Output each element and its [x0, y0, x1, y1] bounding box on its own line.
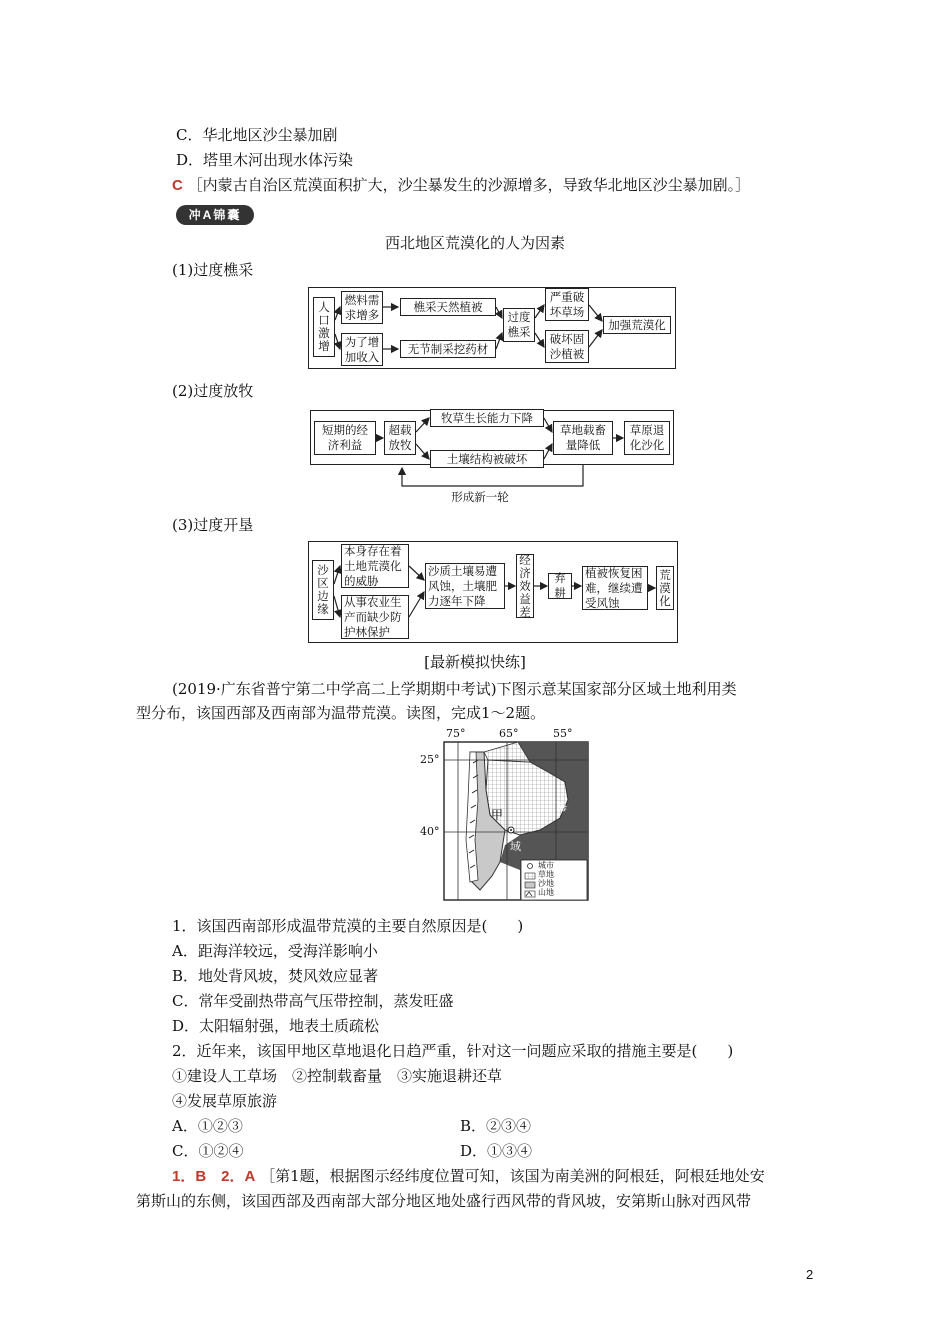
d3-vegetation: 植被恢复困难，继续遭受风蚀 [582, 566, 648, 610]
d2-economy: 短期的经济利益 [314, 421, 376, 455]
diagram2-heading: (2)过度放牧 [172, 382, 254, 400]
answer-text-1: ［第1题，根据图示经纬度位置可知，该国为南美洲的阿根廷，阿根廷地处安 [260, 1167, 765, 1185]
practice-heading: [最新模拟快练] [424, 653, 526, 671]
d3-farm: 从事农业生产而缺少防护林保护 [341, 595, 409, 639]
d1-result: 加强荒漠化 [603, 316, 671, 334]
d2-loop-label: 形成新一轮 [440, 489, 520, 505]
section-title: 西北地区荒漠化的人为因素 [384, 234, 565, 252]
q2-option-a: A．①②③ [172, 1117, 243, 1135]
d1-cut: 樵采天然植被 [400, 298, 496, 316]
legend-grass: 草地 [538, 870, 554, 879]
map-lat-40: 40° [420, 825, 440, 838]
d2-soil: 土壤结构被破坏 [430, 450, 544, 468]
d3-econ: 经济效益差 [516, 554, 534, 618]
map-label-yu: 域 [510, 840, 521, 853]
map-label-hai: 海 [556, 800, 567, 813]
diagram3-heading: (3)过度开垦 [172, 516, 254, 534]
map-label-jia: 甲 [491, 808, 504, 822]
q1-option-d: D．太阳辐射强，地表土质疏松 [172, 1017, 380, 1035]
answer-prev-text: ［内蒙古自治区荒漠面积扩大，沙尘暴发生的沙源增多，导致华北地区沙尘暴加剧。］ [187, 176, 751, 194]
map-lon-55: 55° [553, 727, 573, 740]
answer-line1 [172, 1166, 765, 1187]
d1-population: 人口激增 [313, 297, 335, 357]
q2-option-d: D．①③④ [460, 1142, 533, 1160]
option-c-prev: C．华北地区沙尘暴加剧 [176, 126, 338, 144]
intro-line1: (2019·广东省普宁第二中学高二上学期期中考试)下图示意某国家部分区域土地利用类 [172, 680, 737, 698]
q1-option-a: A．距海洋较远，受海洋影响小 [172, 942, 378, 960]
map-lon-75: 75° [446, 727, 466, 740]
q2-stem: 2．近年来，该国甲地区草地退化日趋严重，针对这一问题应采取的措施主要是( ) [172, 1042, 734, 1060]
d1-over: 过度樵采 [503, 308, 535, 342]
q2-items-1: ①建设人工草场 ②控制载畜量 ③实施退耕还草 [172, 1067, 503, 1085]
q1-option-c: C．常年受副热带高气压带控制，蒸发旺盛 [172, 992, 454, 1010]
d1-sand: 破坏固沙植被 [545, 330, 589, 363]
d3-edge: 沙区边缘 [312, 560, 334, 620]
d2-overgraze: 超载放牧 [384, 421, 416, 455]
map-lat-25: 25° [420, 753, 440, 766]
q1-stem: 1．该国西南部形成温带荒漠的主要自然原因是( ) [172, 917, 524, 935]
legend-city: 城市 [538, 861, 554, 870]
answer-line2: 第斯山的东侧，该国西部及西南部大部分地区地处盛行西风带的背风坡，安第斯山脉对西风带 [136, 1192, 752, 1210]
map-lon-65: 65° [499, 727, 519, 740]
d1-herb: 无节制采挖药材 [400, 340, 496, 358]
d1-income: 为了增加收入 [341, 333, 383, 366]
answer-prev-letter: C [172, 177, 183, 194]
intro-line2: 型分布，该国西部及西南部为温带荒漠。读图，完成1～2题。 [136, 704, 546, 722]
d1-grass: 严重破坏草场 [545, 288, 589, 321]
q2-option-b: B．②③④ [460, 1117, 532, 1135]
d2-result: 草原退化沙化 [624, 421, 670, 455]
d2-capacity: 草地载畜量降低 [553, 421, 613, 455]
d1-fuel: 燃料需求增多 [341, 291, 383, 324]
tip-badge: 冲A锦囊 [176, 205, 254, 225]
answer-key: 1．B 2．A [172, 1168, 256, 1185]
q1-option-b: B．地处背风坡，焚风效应显著 [172, 967, 379, 985]
q2-items-2: ④发展草原旅游 [172, 1092, 278, 1110]
d2-grass-decline: 牧草生长能力下降 [430, 409, 544, 427]
d3-threat: 本身存在着土地荒漠化的威胁 [341, 544, 409, 588]
page-number: 2 [806, 1267, 814, 1282]
legend-sand: 沙地 [538, 879, 554, 888]
option-d-prev: D．塔里木河出现水体污染 [176, 151, 354, 169]
q2-option-c: C．①②④ [172, 1142, 244, 1160]
diagram1-heading: (1)过度樵采 [172, 261, 254, 279]
d3-result: 荒漠化 [656, 566, 674, 610]
legend-mountain: 山地 [538, 888, 554, 897]
d3-abandon: 弃耕 [548, 573, 572, 599]
d3-soil: 沙质土壤易遭风蚀，土壤肥力逐年下降 [425, 563, 505, 609]
